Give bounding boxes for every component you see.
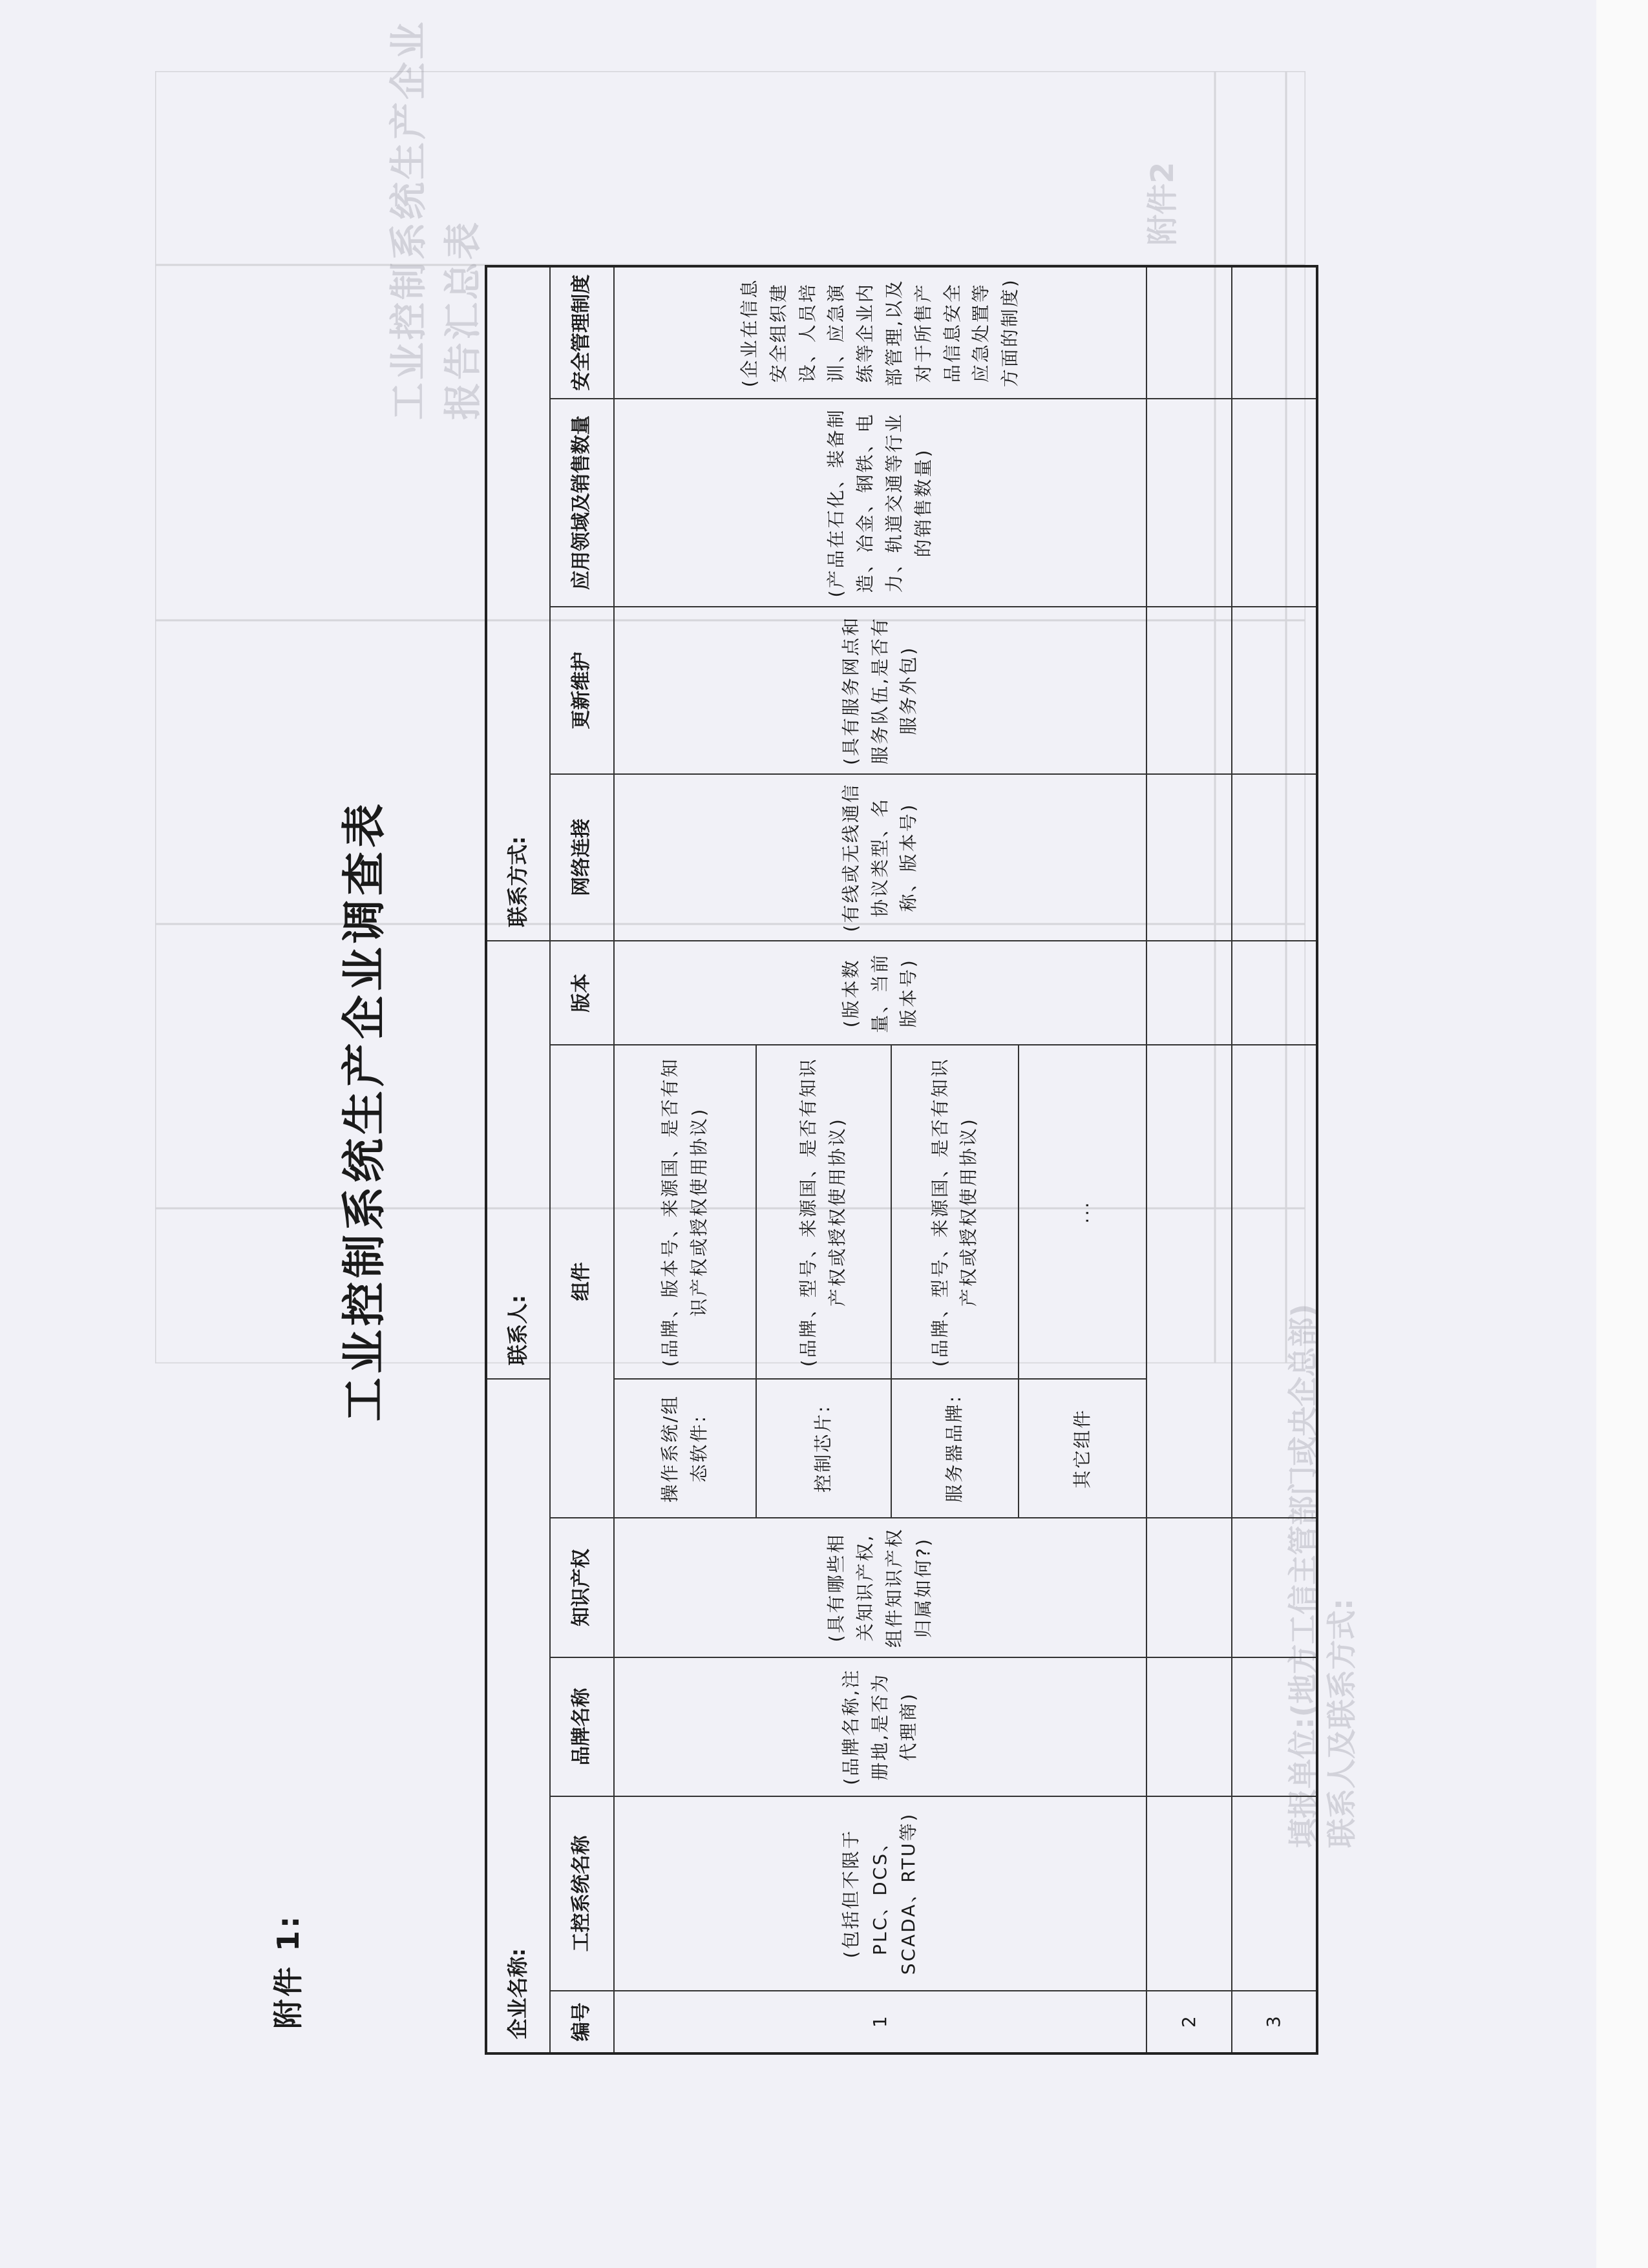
component-other-name: 其它组件 — [1019, 1379, 1146, 1518]
header-system-name: 工控系统名称 — [550, 1796, 614, 1991]
row2-maintenance — [1146, 607, 1232, 773]
reverse-attachment-ghost: 附件2 — [1145, 162, 1181, 246]
header-security: 安全管理制度 — [550, 266, 614, 399]
row3-network — [1232, 774, 1317, 941]
reverse-contact-ghost: 联系人及联系方式: — [1324, 1598, 1359, 1848]
component-os-detail: (品牌、版本号、来源国、是否有知识产权或授权使用协议) — [614, 1045, 756, 1379]
row3-security — [1232, 266, 1317, 399]
header-ip: 知识产权 — [550, 1518, 614, 1657]
table-row — [1146, 266, 1232, 2053]
row1-no: 1 — [614, 1991, 1146, 2053]
header-application: 应用领域及销售数量 — [550, 399, 614, 607]
reverse-fill-unit-ghost: 填报单位:(地方工信主管部门或央企总部) — [1285, 1303, 1320, 1848]
row2-no: 2 — [1146, 1991, 1232, 2053]
row2-brand — [1146, 1657, 1232, 1796]
table-row — [614, 266, 756, 2053]
header-row — [550, 266, 614, 2053]
row2-network — [1146, 774, 1232, 941]
row1-brand: (品牌名称,注册地,是否为代理商) — [614, 1657, 1146, 1796]
row1-maintenance: (具有服务网点和服务队伍,是否有服务外包) — [614, 607, 1146, 773]
row2-application — [1146, 399, 1232, 607]
component-chip-detail: (品牌、型号、来源国、是否有知识产权或授权使用协议) — [756, 1045, 891, 1379]
row2-version — [1146, 941, 1232, 1045]
header-component: 组件 — [550, 1045, 614, 1518]
row3-version — [1232, 941, 1317, 1045]
component-server-name: 服务器品牌: — [891, 1379, 1019, 1518]
component-os-name: 操作系统/组态软件: — [614, 1379, 756, 1518]
row3-application — [1232, 399, 1317, 607]
company-name-label: 企业名称: — [486, 1379, 550, 2053]
row3-maintenance — [1232, 607, 1317, 773]
row1-security: (企业在信息安全组织建设、人员培训、应急演练等企业内部管理,以及对于所售产品信息安全应急处置等方面的制度) — [614, 266, 1146, 399]
header-maintenance: 更新维护 — [550, 607, 614, 773]
row3-component — [1232, 1045, 1317, 1518]
row1-version: (版本数量、当前版本号) — [614, 941, 1146, 1045]
row2-system-name — [1146, 1796, 1232, 1991]
row3-no: 3 — [1232, 1991, 1317, 2053]
row3-brand — [1232, 1657, 1317, 1796]
row3-system-name — [1232, 1796, 1317, 1991]
row3-ip — [1232, 1518, 1317, 1657]
row2-security — [1146, 266, 1232, 399]
component-other-detail: ... — [1019, 1045, 1146, 1379]
survey-table — [485, 265, 1318, 2055]
info-row — [486, 266, 550, 2053]
row1-network: (有线或无线通信协议类型、名称、版本号) — [614, 774, 1146, 941]
header-no: 编号 — [550, 1991, 614, 2053]
component-chip-name: 控制芯片: — [756, 1379, 891, 1518]
row1-system-name: (包括但不限于PLC、DCS、SCADA、RTU等) — [614, 1796, 1146, 1991]
row1-ip: (具有哪些相关知识产权,组件知识产权归属如何?) — [614, 1518, 1146, 1657]
reverse-title-ghost: 工业控制系统生产企业报告汇总表 — [386, 19, 485, 420]
row1-application: (产品在石化、装备制造、冶金、钢铁、电力、轨道交通等行业的销售数量) — [614, 399, 1146, 607]
row2-ip — [1146, 1518, 1232, 1657]
header-brand: 品牌名称 — [550, 1657, 614, 1796]
header-version: 版本 — [550, 941, 614, 1045]
contact-method-label: 联系方式: — [486, 266, 550, 941]
attachment-label: 附件 1: — [271, 1913, 306, 2029]
component-server-detail: (品牌、型号、来源国、是否有知识产权或授权使用协议) — [891, 1045, 1019, 1379]
header-network: 网络连接 — [550, 774, 614, 941]
document-title: 工业控制系统生产企业调查表 — [339, 799, 390, 1422]
table-row — [1232, 266, 1317, 2053]
row2-component — [1146, 1045, 1232, 1518]
contact-person-label: 联系人: — [486, 941, 550, 1379]
